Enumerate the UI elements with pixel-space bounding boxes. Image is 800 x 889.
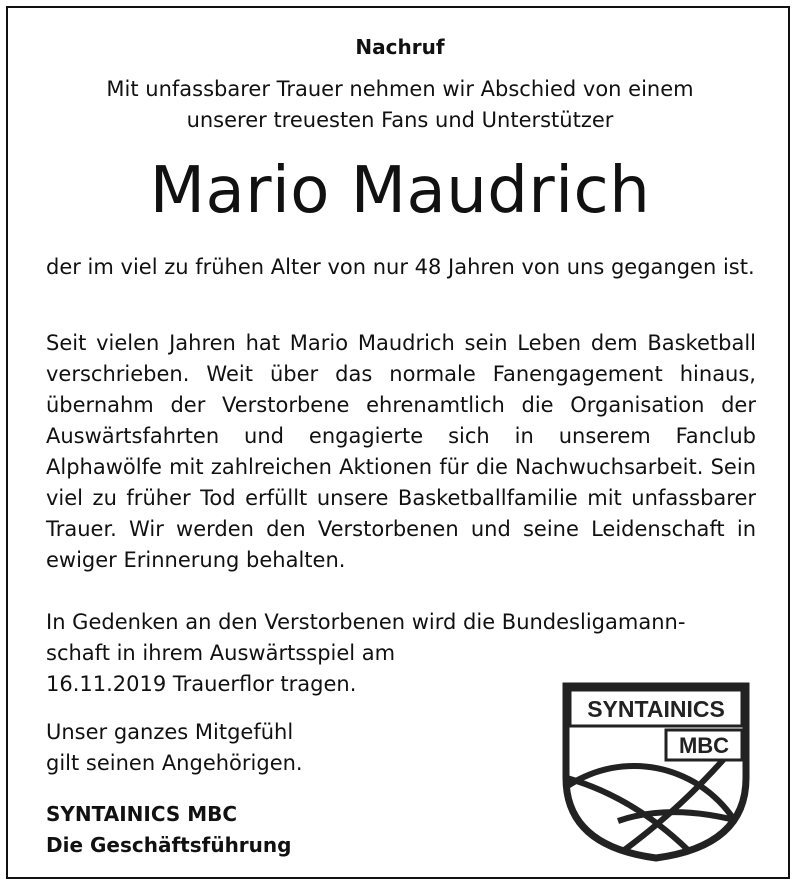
basketball-shield-logo-icon <box>556 676 756 864</box>
memorial-line-2: schaft in ihrem Auswärtsspiel am <box>46 641 396 665</box>
condolence-line-1: Unser ganzes Mitgefühl <box>46 720 294 744</box>
logo-text-syntainics: SYNTAINICS <box>587 696 725 722</box>
intro-line-2: unserer treuesten Fans und Unterstützer <box>186 108 614 132</box>
logo-text-mbc: MBC <box>678 733 730 758</box>
condolence-text <box>46 717 303 779</box>
tribute-paragraph: Seit vielen Jahren hat Mario Maudrich sein Leben dem Basketball verschrieben. Weit über das normale Fanengagement hinaus, übernahm der Verstorbene ehrenamtlich die Organisation der Auswärtsfahrten und engagierte sich in unserem Fanclub Alphawölfe mit zahlreichen Aktionen für die Nachwuchsarbeit. Sein viel zu früher Tod erfüllt unsere Basketballfamilie mit unfassbarer Trauer. Wir werden den Verstorbenen und seine Leidenschaft in ewiger Erinnerung behalten. <box>46 331 756 572</box>
deceased-name: Mario Maudrich <box>149 154 651 228</box>
condolence-line-2: gilt seinen Angehörigen. <box>46 751 303 775</box>
memorial-line-1: In Gedenken an den Verstorbenen wird die Bundesligamann- <box>46 610 686 634</box>
intro-text <box>0 74 800 136</box>
memorial-line-3: 16.11.2019 Trauerflor tragen. <box>46 672 357 696</box>
signature-block <box>46 799 291 861</box>
intro-line-1: Mit unfassbarer Trauer nehmen wir Abschied von einem <box>106 77 694 101</box>
page-title: Nachruf <box>355 35 445 59</box>
signature-dept: Die Geschäftsführung <box>46 833 292 857</box>
age-paragraph: der im viel zu frühen Alter von nur 48 Jahren von uns gegangen ist. <box>46 255 755 279</box>
signature-org: SYNTAINICS MBC <box>46 802 238 826</box>
